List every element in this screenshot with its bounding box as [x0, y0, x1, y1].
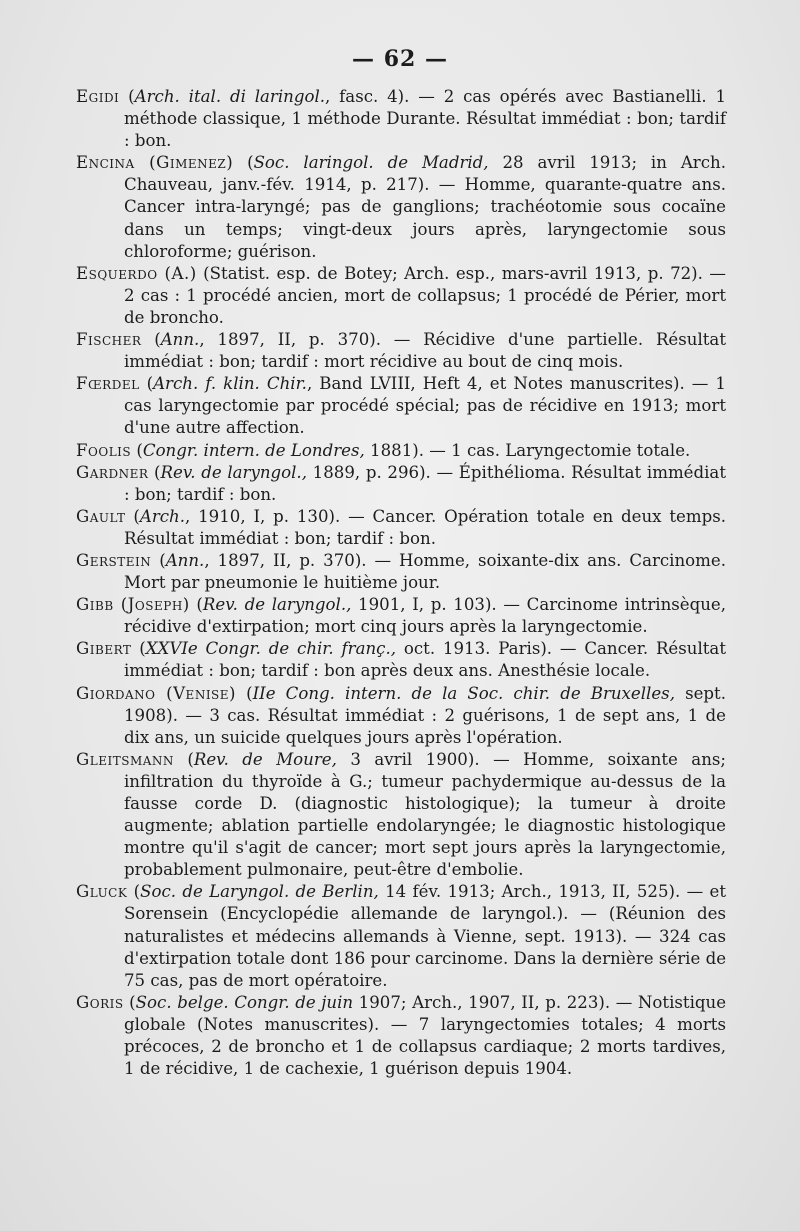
reference-title: Congr. intern. de Londres, [142, 440, 365, 460]
list-item: Gibb (Joseph) (Rev. de laryngol., 1901, I, p. 103). — Carcinome intrinsèque, récidive d'extirpation; mort cinq jours après la laryngectomie. [76, 595, 727, 637]
entry-text: 1881). — 1 cas. Laryngectomie totale. [364, 440, 691, 460]
list-item: Fœrdel (Arch. f. klin. Chir., Band LVIII, Heft 4, et Notes manuscrites). — 1 cas laryngectomie par procédé spécial; pas de récidive en 1913; mort d'une autre affection. [76, 374, 726, 438]
entry-text: sept. 1908). — 3 cas. Résultat immédiat : 2 guérisons, 1 de sept ans, 1 de dix ans, un suicide quelques jours après l'opération. [124, 683, 726, 747]
reference-title: Rev. de laryngol., [202, 595, 352, 615]
author-name: Esquerdo (A.) [76, 263, 197, 283]
reference-title: Soc. laringol. de Madrid, [253, 153, 489, 173]
author-name: Gault [76, 506, 126, 526]
entry-text: 1901, I, p. 103). — Carcinome intrinsèque, récidive d'extirpation; mort cinq jours après la laryngectomie. [124, 595, 727, 637]
reference-title: IIe Cong. intern. de la Soc. chir. de Bruxelles, [252, 683, 675, 703]
entry-text: (Statist. esp. de Botey; Arch. esp., mars-avril 1913, p. 72). — 2 cas : 1 procédé ancien, mort de collapsus; 1 procédé de Périer, mort de broncho. [124, 263, 726, 327]
reference-title: Rev. de laryngol., [160, 462, 307, 482]
author-name: Gardner [76, 462, 149, 482]
reference-title: XXVIe Congr. de chir. franç., [145, 639, 397, 659]
author-name: Gibb (Joseph) [76, 595, 190, 615]
bibliography-list [76, 86, 726, 1080]
entry-text: , 1910, I, p. 130). — Cancer. Opération totale en deux temps. Résultat immédiat : bon; tardif : bon. [124, 506, 726, 548]
list-item: Gluck (Soc. de Laryngol. de Berlin, 14 fév. 1913; Arch., 1913, II, 525). — et Sorensein (Encyclopédie allemande de laryngol.). — (Réunion des naturalistes et médecins allemands à Vienne, sept. 1913). — 324 cas d'extirpation totale dont 186 pour carcinome. Dans la dernière série de 75 cas, pas de mort opératoire. [76, 882, 727, 990]
list-item: Gault (Arch., 1910, I, p. 130). — Cancer. Opération totale en deux temps. Résultat immédiat : bon; tardif : bon. [76, 506, 726, 548]
author-name: Goris [76, 992, 124, 1012]
author-name: Gerstein [76, 550, 152, 570]
author-name: Encina (Gimenez) [76, 153, 234, 173]
author-name: Egidi [76, 87, 120, 106]
entry-text: 14 fév. 1913; Arch., 1913, II, 525). — et Sorensein (Encyclopédie allemande de laryngol.). — (Réunion des naturalistes et médecins allemands à Vienne, sept. 1913). — 324 cas d'extirpation totale dont 186 pour carcinome. Dans la dernière série de 75 cas, pas de mort opératoire. [124, 882, 727, 990]
page-number: — 62 — [352, 46, 448, 72]
list-item: Gleitsmann (Rev. de Moure, 3 avril 1900). — Homme, soixante ans; infiltration du thyroïde à G.; tumeur pachydermique au-dessus de la fausse corde D. (diagnostic histologique); la tumeur à droite augmente; ablation partielle endolaryngée; le diagnostic histologique montre qu'il s'agit de cancer; mort sept jours après la laryngectomie, probablement pulmonaire, peut-être d'embolie. [76, 749, 726, 880]
author-name: Gluck [76, 882, 128, 902]
list-item: Goris (Soc. belge. Congr. de juin 1907; Arch., 1907, II, p. 223). — Notistique globale (Notes manuscrites). — 7 laryngectomies totales; 4 morts précoces, 2 de broncho et 1 de collapsus cardiaque; 2 morts tardives, 1 de récidive, 1 de cachexie, 1 guérison depuis 1904. [76, 992, 727, 1079]
author-name: Giordano (Venise) [76, 683, 237, 703]
entry-text: , Band LVIII, Heft 4, et Notes manuscrites). — 1 cas laryngectomie par procédé spécial; pas de récidive en 1913; mort d'une autre affection. [124, 374, 726, 438]
list-item [76, 263, 726, 329]
reference-title: Arch. [139, 506, 186, 526]
entry-text: 1889, p. 296). — Épithélioma. Résultat immédiat : bon; tardif : bon. [124, 462, 726, 504]
reference-title: Soc. belge. Congr. de juin [135, 992, 354, 1012]
entry-text: , 1897, II, p. 370). — Homme, soixante-dix ans. Carcinome. Mort par pneumonie le huitième jour. [124, 550, 726, 593]
reference-title: Soc. de Laryngol. de Berlin, [140, 882, 379, 902]
entry-text: , 1897, II, p. 370). — Récidive d'une partielle. Résultat immédiat : bon; tardif : mort récidive au bout de cinq mois. [124, 330, 726, 372]
reference-title: Rev. de Moure, [193, 749, 337, 769]
list-item: Gerstein (Ann., 1897, II, p. 370). — Homme, soixante-dix ans. Carcinome. Mort par pneumonie le huitième jour. [76, 550, 726, 593]
entry-text: , fasc. 4). — 2 cas opérés avec Bastianelli. 1 méthode classique, 1 méthode Durante. Résultat immédiat : bon; tardif : bon. [124, 87, 727, 151]
list-item: Fischer (Ann., 1897, II, p. 370). — Récidive d'une partielle. Résultat immédiat : bon; tardif : mort récidive au bout de cinq mois. [76, 330, 726, 372]
author-name: Fœrdel [76, 374, 140, 394]
list-item: Gibert (XXVIe Congr. de chir. franç., oct. 1913. Paris). — Cancer. Résultat immédiat : bon; tardif : bon après deux ans. Anesthésie locale. [76, 639, 726, 681]
list-item: Encina (Gimenez) (Soc. laringol. de Madrid, 28 avril 1913; in Arch. Chauveau, janv.-fév. 1914, p. 217). — Homme, quarante-quatre ans. Cancer intra-laryngé; pas de ganglions; trachéotomie sous cocaïne dans un temps; vingt-deux jours après, laryngectomie sous chloroforme; guérison. [76, 153, 726, 261]
reference-title: Ann. [160, 330, 200, 350]
entry-text: 1907; Arch., 1907, II, p. 223). — Notistique globale (Notes manuscrites). — 7 laryngectomies totales; 4 morts précoces, 2 de broncho et 1 de collapsus cardiaque; 2 morts tardives, 1 de récidive, 1 de cachexie, 1 guérison depuis 1904. [124, 992, 727, 1079]
reference-title: Arch. ital. di laringol. [134, 87, 326, 106]
author-name: Foolis [76, 440, 132, 460]
list-item: Gardner (Rev. de laryngol., 1889, p. 296). — Épithélioma. Résultat immédiat : bon; tardif : bon. [76, 462, 726, 504]
reference-title: Ann. [165, 550, 205, 570]
list-item: Egidi (Arch. ital. di laringol., fasc. 4). — 2 cas opérés avec Bastianelli. 1 méthode classique, 1 méthode Durante. Résultat immédiat : bon; tardif : bon. [76, 87, 727, 151]
reference-title: Arch. f. klin. Chir. [153, 374, 307, 394]
author-name: Fischer [76, 330, 142, 350]
author-name: Gleitsmann [76, 749, 174, 769]
entry-text: 3 avril 1900). — Homme, soixante ans; infiltration du thyroïde à G.; tumeur pachydermique au-dessus de la fausse corde D. (diagnostic histologique); la tumeur à droite augmente; ablation partielle endolaryngée; le diagnostic histologique montre qu'il s'agit de cancer; mort sept jours après la laryngectomie, probablement pulmonaire, peut-être d'embolie. [124, 749, 726, 880]
entry-text: oct. 1913. Paris). — Cancer. Résultat immédiat : bon; tardif : bon après deux ans. Anesthésie locale. [124, 639, 726, 681]
list-item: Giordano (Venise) (IIe Cong. intern. de la Soc. chir. de Bruxelles, sept. 1908). — 3 cas. Résultat immédiat : 2 guérisons, 1 de sept ans, 1 de dix ans, un suicide quelques jours après l'opération. [76, 683, 726, 747]
list-item: Foolis (Congr. intern. de Londres, 1881). — 1 cas. Laryngectomie totale. [76, 440, 691, 460]
entry-text: 28 avril 1913; in Arch. Chauveau, janv.-fév. 1914, p. 217). — Homme, quarante-quatre ans. Cancer intra-laryngé; pas de ganglions; trachéotomie sous cocaïne dans un temps; vingt-deux jours après, laryngectomie sous chloroforme; guérison. [124, 153, 726, 261]
author-name: Gibert [76, 639, 132, 659]
